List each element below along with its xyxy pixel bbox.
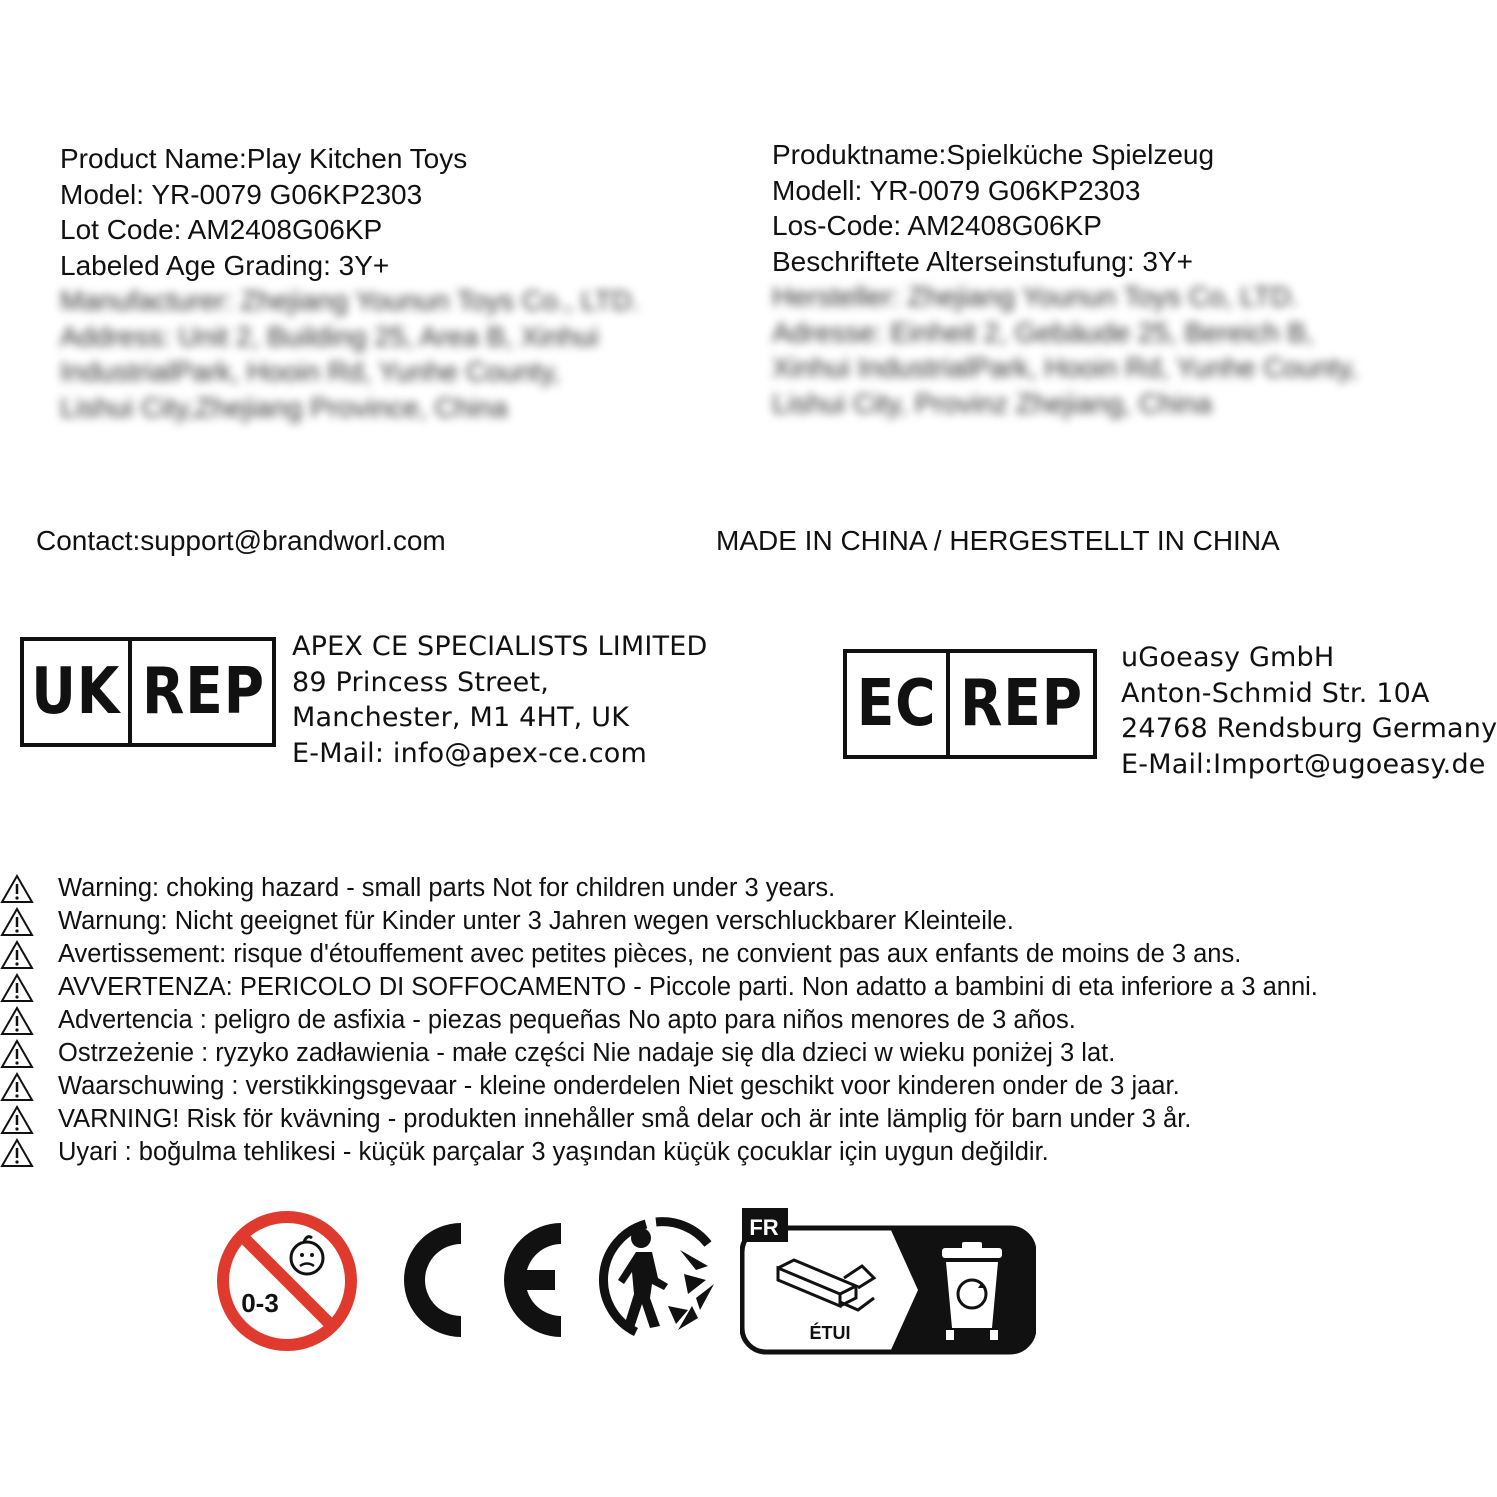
warning-triangle-icon <box>0 874 34 904</box>
triman-region-label: FR <box>749 1215 779 1240</box>
ec-rep-divider <box>946 653 950 755</box>
uk-rep-divider <box>128 641 132 743</box>
warning-row-en <box>0 872 835 905</box>
adresse-line-2-blurred: Xinhui IndustrialPark, Hooin Rd, Yunhe County, <box>772 352 1358 383</box>
warning-row-de <box>0 905 1014 938</box>
warning-text-en: Warning: choking hazard - small parts Not for children under 3 years. <box>58 874 836 902</box>
warning-row-tr <box>0 1136 1049 1169</box>
ec-rep-street: Anton-Schmid Str. 10A <box>1121 677 1430 709</box>
uk-rep-street: 89 Princess Street, <box>292 666 550 698</box>
product-info-german <box>772 137 1358 421</box>
age-range-label: 0-3 <box>241 1288 279 1318</box>
model-line: Model: YR-0079 G06KP2303 <box>60 178 423 210</box>
warning-text-fr: Avertissement: risque d'étouffement avec petites pièces, ne convient pas aux enfants de moins de 3 ans. <box>58 940 1242 968</box>
ec-rep-badge-right: REP <box>960 667 1083 741</box>
warning-text-de: Warnung: Nicht geeignet für Kinder unter 3 Jahren wegen verschluckbarer Kleinteile. <box>58 907 1014 935</box>
triman-icon <box>596 1214 730 1344</box>
warning-text-tr: Uyari : boğulma tehlikesi - küçük parçalar 3 yaşından küçük çocuklar için uygun değildir. <box>58 1138 1049 1166</box>
adresse-line-1-blurred: Adresse: Einheit 2, Gebäude 25, Bereich B, <box>772 316 1314 348</box>
lot-code-line: Lot Code: AM2408G06KP <box>60 214 383 245</box>
warning-text-nl: Waarschuwing : verstikkingsgevaar - kleine onderdelen Niet geschikt voor kinderen onder de 3 jaar. <box>58 1072 1180 1100</box>
ec-rep-address <box>1121 640 1497 782</box>
manufacturer-line-blurred: Manufacturer: Zhejiang Younun Toys Co., LTD. <box>60 285 640 316</box>
warning-row-es <box>0 1004 1076 1037</box>
made-in-label: MADE IN CHINA / HERGESTELLT IN CHINA <box>716 525 1280 556</box>
warning-triangle-icon <box>0 1006 34 1036</box>
warning-text-es: Advertencia : peligro de asfixia - piezas pequeñas No apto para niños menores de 3 años. <box>58 1006 1076 1034</box>
address-line-3-blurred: Lishui City,Zhejiang Province, China <box>60 391 508 423</box>
uk-rep-badge-right: REP <box>141 655 265 729</box>
warning-triangle-icon <box>0 1105 34 1135</box>
uk-rep-city: Manchester, M1 4HT, UK <box>292 702 630 733</box>
warning-triangle-icon <box>0 1039 34 1069</box>
ec-rep-email: E-Mail:Import@ugoeasy.de <box>1121 748 1486 780</box>
warning-triangle-icon <box>0 1072 34 1102</box>
uk-rep-badge-left: UK <box>31 655 121 729</box>
uk-rep-badge <box>20 637 276 747</box>
uk-rep-company: APEX CE SPECIALISTS LIMITED <box>292 631 708 662</box>
warning-row-sv <box>0 1103 1191 1136</box>
modell-line: Modell: YR-0079 G06KP2303 <box>772 174 1141 206</box>
age-grading-line: Labeled Age Grading: 3Y+ <box>60 249 390 281</box>
address-line-1-blurred: Address: Unit 2, Building 25, Area B, Xinhui <box>60 320 599 352</box>
uk-rep-email: E-Mail: info@apex-ce.com <box>292 737 648 769</box>
uk-rep-address <box>292 629 708 771</box>
warning-triangle-icon <box>0 940 34 970</box>
ce-mark-icon <box>395 1220 565 1340</box>
triman-item-label: ÉTUI <box>809 1323 851 1343</box>
product-info-english <box>60 141 640 425</box>
warning-row-it <box>0 971 1318 1004</box>
warning-text-sv: VARNING! Risk för kvävning - produkten innehåller små delar och är inte lämplig för barn under 3 år. <box>58 1105 1192 1133</box>
ec-rep-badge-left: EC <box>856 667 937 741</box>
warning-text-it: AVVERTENZA: PERICOLO DI SOFFOCAMENTO - Piccole parti. Non adatto a bambini di eta inferiore a 3 anni. <box>58 973 1318 1001</box>
warning-row-pl <box>0 1037 1115 1070</box>
warning-triangle-icon <box>0 973 34 1003</box>
produktname-line: Produktname:Spielküche Spielzeug <box>772 139 1215 170</box>
warning-triangle-icon <box>0 1138 34 1168</box>
warning-row-fr <box>0 938 1241 971</box>
hersteller-line-blurred: Hersteller: Zhejiang Younun Toys Co, LTD. <box>772 281 1299 312</box>
warning-triangle-icon <box>0 907 34 937</box>
warning-text-pl: Ostrzeżenie : ryzyko zadławienia - małe części Nie nadaje się dla dzieci w wieku poniżej 3 lat. <box>58 1039 1116 1067</box>
ec-rep-company: uGoeasy GmbH <box>1121 642 1335 673</box>
warning-row-nl <box>0 1070 1180 1103</box>
ec-rep-city: 24768 Rendsburg Germany <box>1121 713 1497 744</box>
no-under-3-icon <box>214 1208 360 1354</box>
product-name-line: Product Name:Play Kitchen Toys <box>60 143 468 174</box>
alterseinstufung-line: Beschriftete Alterseinstufung: 3Y+ <box>772 245 1194 277</box>
triman-info-label-icon <box>740 1206 1036 1356</box>
warnings-list <box>0 872 1497 1172</box>
address-line-2-blurred: IndustrialPark, Hooin Rd, Yunhe County, <box>60 356 561 387</box>
adresse-line-3-blurred: Lishui City, Provinz Zhejiang, China <box>772 387 1212 419</box>
ec-rep-badge <box>843 649 1097 759</box>
contact-email: Contact:support@brandworl.com <box>36 525 446 556</box>
los-code-line: Los-Code: AM2408G06KP <box>772 210 1102 241</box>
